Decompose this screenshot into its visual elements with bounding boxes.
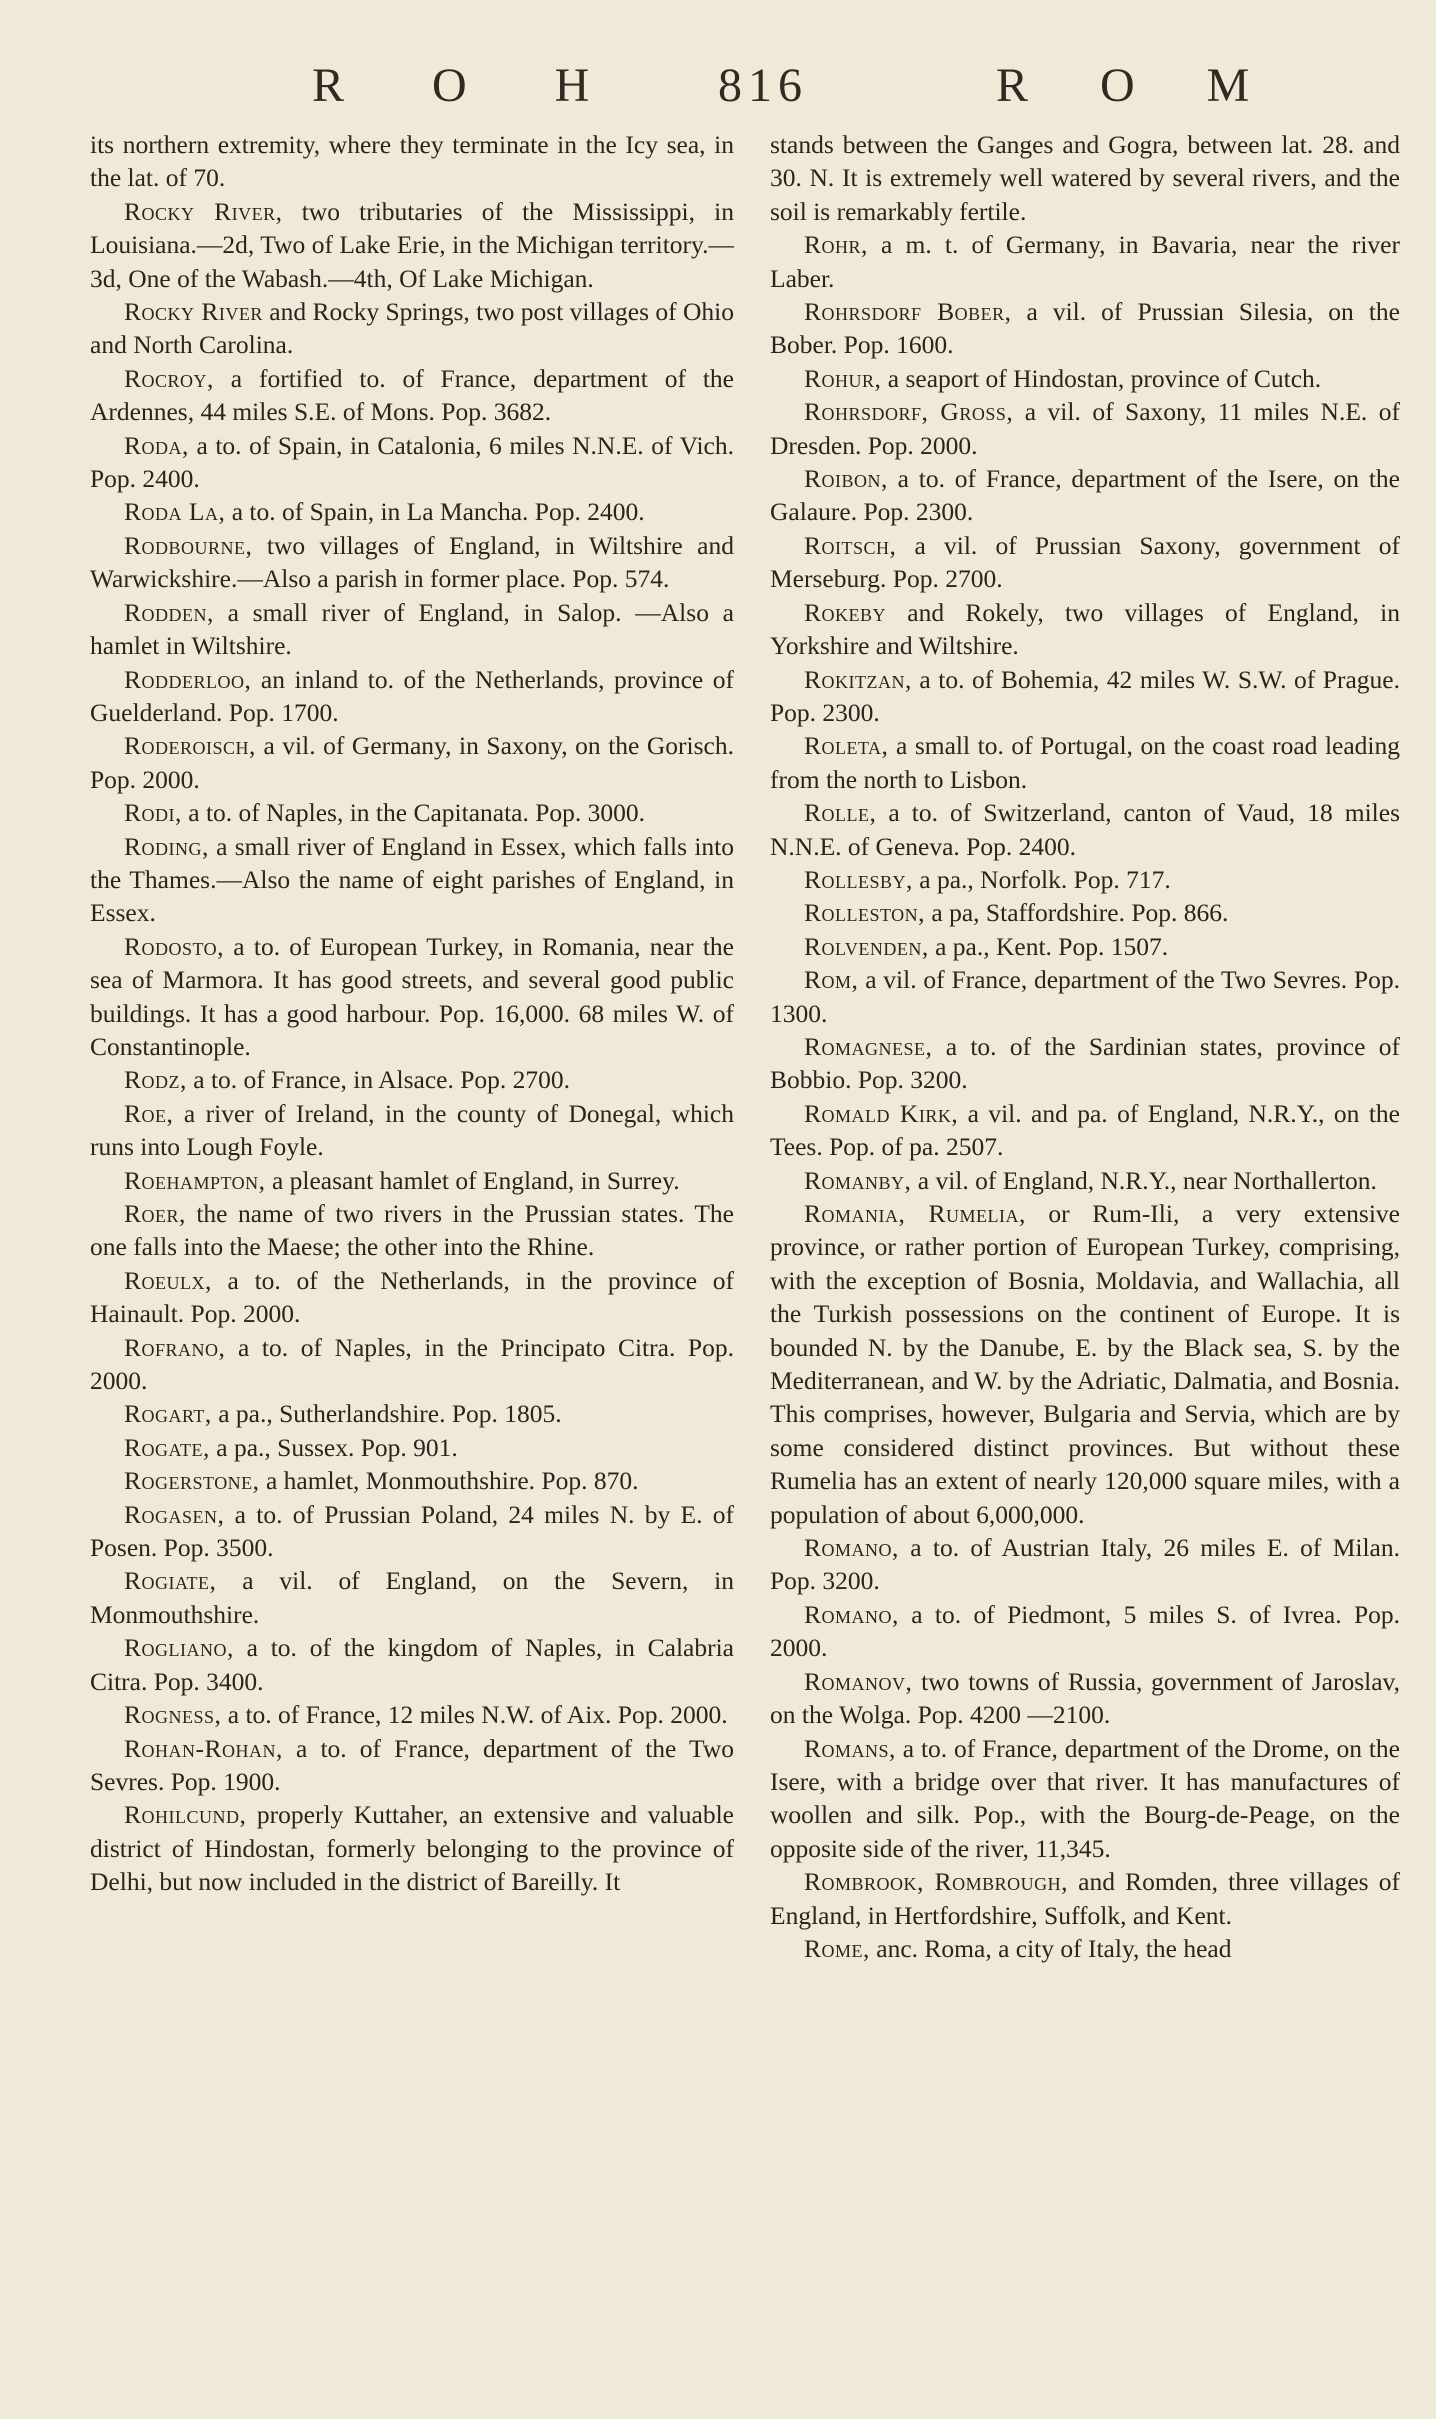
entry-text: a small river of England, in Salop. —Also a hamlet in Wiltshire.	[90, 597, 734, 661]
entry-text: a vil. of France, department of the Two Sevres. Pop. 1300.	[770, 965, 1400, 1028]
entry-headword: Romanov,	[804, 1666, 913, 1696]
entry-text: a to. of Bohemia, 42 miles W. S.W. of Prague. Pop. 2300.	[770, 664, 1400, 727]
gazetteer-entry	[770, 1164, 1400, 1197]
entry-text: a pa, Staffordshire. Pop. 866.	[925, 898, 1229, 928]
gazetteer-entry	[90, 1732, 734, 1799]
entry-headword: Rollesby,	[804, 864, 913, 894]
entry-headword: Rolleston,	[804, 898, 926, 928]
gazetteer-entry	[770, 1598, 1400, 1665]
running-header	[0, 58, 1436, 114]
entry-headword: Rome,	[804, 1933, 870, 1963]
entry-text: a to. of France, department of the Two Sevres. Pop. 1900.	[90, 1733, 734, 1796]
entry-headword: Rohrsdorf Bober,	[804, 297, 1012, 327]
entry-text: a to. of Piedmont, 5 miles S. of Ivrea. Pop. 2000.	[770, 1599, 1400, 1663]
entry-headword: Rohan-Rohan,	[124, 1733, 283, 1763]
gazetteer-entry	[90, 128, 734, 195]
entry-headword: Rogate,	[124, 1432, 210, 1462]
entry-headword: Roeulx,	[124, 1265, 212, 1295]
entry-text: two villages of England, in Wiltshire and Warwickshire.—Also a parish in former place. Pop. 574.	[90, 530, 734, 594]
entry-text: a to. of Austrian Italy, 26 miles E. of Milan. Pop. 3200.	[770, 1533, 1400, 1596]
gazetteer-entry	[770, 1665, 1400, 1732]
entry-text: a to. of France, department of the Isere, on the Galaure. Pop. 2300.	[770, 464, 1400, 527]
entry-text: two towns of Russia, government of Jaroslav, on the Wolga. Pop. 4200 —2100.	[770, 1666, 1400, 1730]
entry-headword: Rohrsdorf, Gross,	[804, 397, 1014, 427]
gazetteer-entry	[770, 228, 1400, 295]
gazetteer-entry	[770, 1932, 1400, 1965]
entry-headword: Rodderloo,	[124, 664, 252, 694]
entry-headword: Romans,	[804, 1733, 896, 1763]
entry-text: a small to. of Portugal, on the coast road leading from the north to Lisbon.	[770, 731, 1400, 794]
entry-headword: Rombrook, Rombrough,	[804, 1867, 1068, 1897]
entry-text: a vil. of Germany, in Saxony, on the Gorisch. Pop. 2000.	[90, 731, 734, 794]
gazetteer-entry	[90, 529, 734, 596]
entry-text: a to. of the kingdom of Naples, in Calabria Citra. Pop. 3400.	[90, 1633, 734, 1696]
entry-text: a to. of France, in Alsace. Pop. 2700.	[186, 1065, 571, 1095]
gazetteer-entry	[770, 1732, 1400, 1866]
gazetteer-entry	[90, 1097, 734, 1164]
entry-headword: Roderoisch,	[124, 731, 256, 761]
gazetteer-entry	[770, 128, 1400, 228]
entry-headword: Rofrano,	[124, 1332, 226, 1362]
entry-headword: Rocky River,	[124, 196, 283, 226]
entry-text: a to. of the Sardinian states, province of Bobbio. Pop. 3200.	[770, 1031, 1400, 1095]
entry-headword: Rohilcund,	[124, 1800, 247, 1830]
entry-text: a pa., Sussex. Pop. 901.	[209, 1432, 458, 1462]
gazetteer-entry	[770, 395, 1400, 462]
entry-text: a to. of Prussian Poland, 24 miles N. by E. of Posen. Pop. 3500.	[90, 1499, 734, 1563]
right-column	[770, 128, 1400, 2398]
entry-text: a river of Ireland, in the county of Donegal, which runs into Lough Foyle.	[90, 1098, 734, 1162]
gazetteer-entry	[90, 195, 734, 295]
gazetteer-entry	[770, 963, 1400, 1030]
entry-text: a pleasant hamlet of England, in Surrey.	[265, 1165, 680, 1195]
entry-text: a pa., Sutherlandshire. Pop. 1805.	[211, 1399, 562, 1429]
gazetteer-entry	[90, 1197, 734, 1264]
gazetteer-entry	[90, 729, 734, 796]
entry-text: a to. of France, department of the Drome, on the Isere, with a bridge over that river. It has manufactures of woollen and silk. Pop., with the Bourg-de-Peage, on the opposite side of the river, 11,345.	[770, 1733, 1400, 1863]
entry-text: the name of two rivers in the Prussian states. The one falls into the Maese; the other into the Rhine.	[90, 1199, 734, 1262]
gazetteer-entry	[770, 663, 1400, 730]
entry-text: a vil. of Saxony, 11 miles N.E. of Dresden. Pop. 2000.	[770, 397, 1400, 460]
gazetteer-entry	[770, 1531, 1400, 1598]
entry-text: a seaport of Hindostan, province of Cutch.	[881, 363, 1322, 393]
gazetteer-entry	[90, 1564, 734, 1631]
gazetteer-entry	[770, 863, 1400, 896]
entry-text: two tributaries of the Mississippi, in Louisiana.—2d, Two of Lake Erie, in the Michigan territory.—3d, One of the Wabash.—4th, Of Lake Michigan.	[90, 196, 734, 293]
gazetteer-entry	[770, 729, 1400, 796]
gazetteer-entry	[770, 596, 1400, 663]
entry-headword: Romagnese,	[804, 1031, 933, 1061]
entry-headword: Roda,	[124, 430, 189, 460]
gazetteer-entry	[90, 1798, 734, 1898]
entry-text: a vil. and pa. of England, N.R.Y., on the Tees. Pop. of pa. 2507.	[770, 1098, 1400, 1162]
gazetteer-entry	[90, 930, 734, 1064]
entry-text: a to. of France, 12 miles N.W. of Aix. Pop. 2000.	[221, 1700, 728, 1730]
entry-headword: Rocroy,	[124, 363, 214, 393]
entry-headword: Rogasen,	[124, 1499, 225, 1529]
gazetteer-entry	[90, 663, 734, 730]
gazetteer-entry	[90, 1631, 734, 1698]
entry-headword: Rodosto,	[124, 931, 225, 961]
gazetteer-entry	[770, 896, 1400, 929]
entry-headword: Rogiate,	[124, 1566, 217, 1596]
entry-text: anc. Roma, a city of Italy, the head	[869, 1933, 1232, 1963]
entry-text: a to. of Naples, in the Capitanata. Pop. 3000.	[181, 798, 646, 828]
entry-text: a pa., Norfolk. Pop. 717.	[912, 864, 1171, 894]
entry-headword: Rodden,	[124, 597, 214, 627]
gazetteer-entry	[90, 1397, 734, 1430]
gazetteer-entry	[90, 830, 734, 930]
entry-headword: Rolvenden,	[804, 931, 929, 961]
gazetteer-entry	[90, 1698, 734, 1731]
entry-text: a to. of Spain, in Catalonia, 6 miles N.N.E. of Vich. Pop. 2400.	[90, 430, 734, 494]
entry-headword: Romano,	[804, 1599, 899, 1629]
gazetteer-entry	[770, 462, 1400, 529]
gazetteer-entry	[770, 796, 1400, 863]
entry-text: a vil. of Prussian Saxony, government of Merseburg. Pop. 2700.	[770, 530, 1400, 594]
entry-text: a vil. of England, N.R.Y., near Northallerton.	[911, 1165, 1377, 1195]
entry-text: a to. of Spain, in La Mancha. Pop. 2400.	[225, 497, 645, 527]
gazetteer-entry	[770, 362, 1400, 395]
gazetteer-entry	[90, 1063, 734, 1096]
entry-text: and Rocky Springs, two post villages of Ohio and North Carolina.	[90, 297, 734, 360]
gazetteer-entry	[90, 429, 734, 496]
entry-text: a hamlet, Monmouthshire. Pop. 870.	[259, 1466, 639, 1496]
entry-headword: Roehampton,	[124, 1165, 266, 1195]
gazetteer-entry	[90, 596, 734, 663]
entry-headword: Rohur,	[804, 363, 882, 393]
entry-headword: Rokitzan,	[804, 664, 912, 694]
entry-headword: Roleta,	[804, 731, 889, 761]
gazetteer-entry	[770, 1097, 1400, 1164]
entry-text: a vil. of England, on the Severn, in Monmouthshire.	[90, 1566, 734, 1629]
entry-text: or Rum-Ili, a very extensive province, or rather portion of European Turkey, comprising, with the exception of Bosnia, Moldavia, and Wallachia, all the Turkish possessions on the continent of Europe. It is bounded N. by the Danube, E. by the Black sea, S. by the Mediterranean, and W. by the Adriatic, Dalmatia, and Bosnia. This comprises, however, Bulgaria and Servia, which are by some considered distinct provinces. But without these Rumelia has an extent of nearly 120,000 square miles, with a population of about 6,000,000.	[770, 1199, 1400, 1529]
header-left-guide: R O H	[312, 59, 628, 112]
entry-text: a pa., Kent. Pop. 1507.	[928, 931, 1169, 961]
entry-headword: Rogerstone,	[124, 1466, 260, 1496]
entry-headword: Romanby,	[804, 1165, 912, 1195]
entry-headword: Romano,	[804, 1533, 899, 1563]
entry-text: a to. of the Netherlands, in the province of Hainault. Pop. 2000.	[90, 1265, 734, 1329]
entry-headword: Rohr,	[804, 230, 868, 260]
entry-headword: Romania, Rumelia,	[804, 1199, 1026, 1228]
entry-headword: Romald Kirk,	[804, 1098, 959, 1128]
gazetteer-entry	[90, 1431, 734, 1464]
entry-headword: Rokeby	[804, 597, 887, 627]
entry-text: a fortified to. of France, department of the Ardennes, 44 miles S.E. of Mons. Pop. 3682.	[90, 363, 734, 427]
entry-headword: Roer,	[124, 1199, 186, 1228]
page-number: 816	[718, 59, 808, 112]
entry-headword: Roe,	[124, 1098, 174, 1128]
gazetteer-entry	[770, 1865, 1400, 1932]
gazetteer-entry	[90, 1164, 734, 1197]
gazetteer-entry	[770, 295, 1400, 362]
left-column	[90, 128, 734, 2398]
entry-headword: Roibon,	[804, 464, 888, 494]
entry-text: its northern extremity, where they terminate in the Icy sea, in the lat. of 70.	[90, 130, 734, 193]
gazetteer-entry	[90, 362, 734, 429]
entry-headword: Rodz,	[124, 1065, 187, 1095]
gazetteer-entry	[770, 1197, 1400, 1531]
gazetteer-entry	[90, 295, 734, 362]
entry-text: a small river of England in Essex, which falls into the Thames.—Also the name of eight parishes of England, in Essex.	[90, 831, 734, 928]
entry-headword: Roding,	[124, 831, 209, 861]
gazetteer-entry	[770, 930, 1400, 963]
gazetteer-entry	[90, 495, 734, 528]
entry-text: stands between the Ganges and Gogra, between lat. 28. and 30. N. It is extremely well watered by several rivers, and the soil is remarkably fertile.	[770, 130, 1400, 226]
entry-headword: Rodi,	[124, 798, 182, 828]
gazetteer-entry	[90, 1464, 734, 1497]
entry-headword: Roda La,	[124, 497, 226, 527]
entry-text: and Rokely, two villages of England, in Yorkshire and Wiltshire.	[770, 597, 1400, 661]
entry-headword: Rolle,	[804, 798, 877, 828]
entry-text: an inland to. of the Netherlands, province of Guelderland. Pop. 1700.	[90, 664, 734, 727]
entry-headword: Rogliano,	[124, 1633, 234, 1663]
entry-headword: Rogart,	[124, 1399, 212, 1429]
gazetteer-entry	[770, 1030, 1400, 1097]
entry-text: a to. of Switzerland, canton of Vaud, 18 miles N.N.E. of Geneva. Pop. 2400.	[770, 798, 1400, 861]
entry-headword: Roitsch,	[804, 530, 897, 560]
entry-headword: Rodbourne,	[124, 530, 253, 560]
entry-text: properly Kuttaher, an extensive and valuable district of Hindostan, formerly belonging to the province of Delhi, but now included in the district of Bareilly. It	[90, 1800, 734, 1897]
header-right-guide: R O M	[996, 59, 1280, 112]
gazetteer-entry	[90, 796, 734, 829]
entry-text: a vil. of Prussian Silesia, on the Bober. Pop. 1600.	[770, 297, 1400, 360]
gazetteer-entry	[90, 1498, 734, 1565]
entry-text: and Romden, three villages of England, in Hertfordshire, Suffolk, and Kent.	[770, 1867, 1400, 1930]
gazetteer-entry	[90, 1264, 734, 1331]
entry-text: a m. t. of Germany, in Bavaria, near the river Laber.	[770, 230, 1400, 293]
entry-text: a to. of European Turkey, in Romania, near the sea of Marmora. It has good streets, and several good public buildings. It has a good harbour. Pop. 16,000. 68 miles W. of Constantinople.	[90, 931, 734, 1061]
entry-headword: Rom,	[804, 965, 859, 995]
entry-headword: Rogness,	[124, 1700, 222, 1730]
gazetteer-entry	[770, 529, 1400, 596]
entry-headword: Rocky River	[124, 297, 263, 327]
entry-text: a to. of Naples, in the Principato Citra. Pop. 2000.	[90, 1332, 734, 1396]
gazetteer-entry	[90, 1331, 734, 1398]
